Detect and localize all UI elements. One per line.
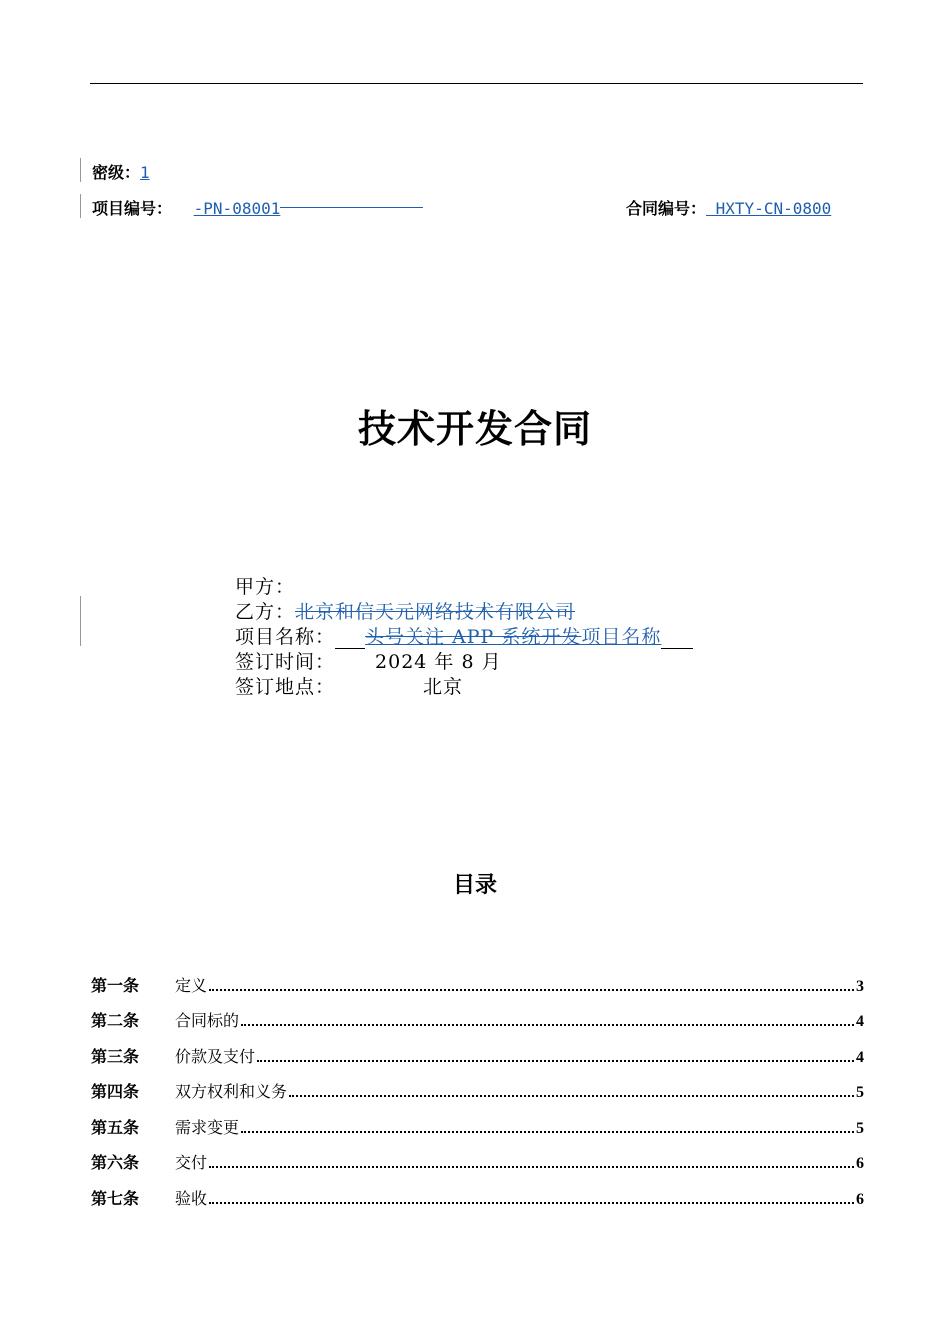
toc-entry-label: 价款及支付 xyxy=(175,1047,256,1066)
toc-entry-page: 5 xyxy=(856,1120,864,1137)
party-b-label: 乙方： xyxy=(235,601,296,623)
toc-entry-label: 验收 xyxy=(175,1189,208,1208)
toc-entry[interactable] xyxy=(91,1043,864,1067)
party-b-value: 北京和信天元网络技术有限公司 xyxy=(295,601,576,623)
project-name-inserted: 项目名称 xyxy=(581,626,662,648)
toc-entry-label: 双方权利和义务 xyxy=(175,1082,288,1101)
contract-number-value: HXTY-CN-0800 xyxy=(706,199,832,218)
toc-entry-label: 交付 xyxy=(175,1153,208,1172)
toc-dot-leader xyxy=(209,1166,854,1168)
toc-entry-number: 第二条 xyxy=(91,1011,140,1030)
sign-time-value: 2024 年 8 月 xyxy=(375,651,502,673)
toc-title: 目录 xyxy=(452,873,497,898)
toc-entry-page: 6 xyxy=(856,1155,864,1172)
toc-entry[interactable] xyxy=(91,1114,864,1138)
project-number-fill-line xyxy=(280,207,423,208)
document-title: 技术开发合同 xyxy=(357,406,592,451)
toc-entry[interactable] xyxy=(91,1149,864,1173)
project-number-label: 项目编号： xyxy=(92,199,173,218)
toc-dot-leader xyxy=(257,1060,854,1062)
toc-entry-page: 3 xyxy=(856,978,864,995)
toc-entry-number: 第五条 xyxy=(91,1118,140,1137)
party-a-line xyxy=(235,572,295,599)
toc-dot-leader xyxy=(209,1202,854,1204)
toc-entry-page: 5 xyxy=(856,1084,864,1101)
toc-entry-label: 需求变更 xyxy=(175,1118,240,1137)
change-bar xyxy=(80,596,81,646)
sign-place-value: 北京 xyxy=(423,676,464,698)
toc-entry[interactable] xyxy=(91,1078,864,1102)
toc-entry-label: 合同标的 xyxy=(175,1011,240,1030)
sign-place-label: 签订地点： xyxy=(235,676,336,698)
toc-entry[interactable] xyxy=(91,1185,864,1209)
secret-level xyxy=(92,160,150,183)
toc-dot-leader xyxy=(209,989,854,991)
change-bar xyxy=(80,194,81,218)
toc-entry[interactable] xyxy=(91,972,864,996)
change-bar xyxy=(80,158,81,182)
project-name-line xyxy=(235,622,693,649)
toc-entry-page: 4 xyxy=(856,1013,864,1030)
party-b-line xyxy=(235,597,575,624)
toc-dot-leader xyxy=(241,1024,854,1026)
project-name-label: 项目名称： xyxy=(235,626,336,648)
sign-time-line xyxy=(235,647,502,674)
toc-dot-leader xyxy=(289,1095,854,1097)
party-a-label: 甲方： xyxy=(235,576,296,598)
secret-value: 1 xyxy=(140,163,150,182)
project-name-struck: 头号关注 APP 系统开发 xyxy=(365,626,582,648)
toc-entry-number: 第三条 xyxy=(91,1047,140,1066)
toc-entry-number: 第一条 xyxy=(91,976,140,995)
toc-entry-number: 第四条 xyxy=(91,1082,140,1101)
toc-entry-page: 4 xyxy=(856,1049,864,1066)
header-rule xyxy=(90,83,863,84)
toc-entry-page: 6 xyxy=(856,1191,864,1208)
toc-entry-number: 第七条 xyxy=(91,1189,140,1208)
secret-label: 密级： xyxy=(92,163,141,182)
project-number xyxy=(92,196,423,219)
toc-entry-number: 第六条 xyxy=(91,1153,140,1172)
contract-number-label: 合同编号： xyxy=(626,199,707,218)
toc-dot-leader xyxy=(241,1131,854,1133)
toc-entry-label: 定义 xyxy=(175,976,208,995)
sign-place-line xyxy=(235,672,463,699)
sign-time-label: 签订时间： xyxy=(235,651,336,673)
contract-number xyxy=(626,196,831,219)
toc-entry[interactable] xyxy=(91,1007,864,1031)
project-number-value: -PN-08001 xyxy=(193,199,281,218)
